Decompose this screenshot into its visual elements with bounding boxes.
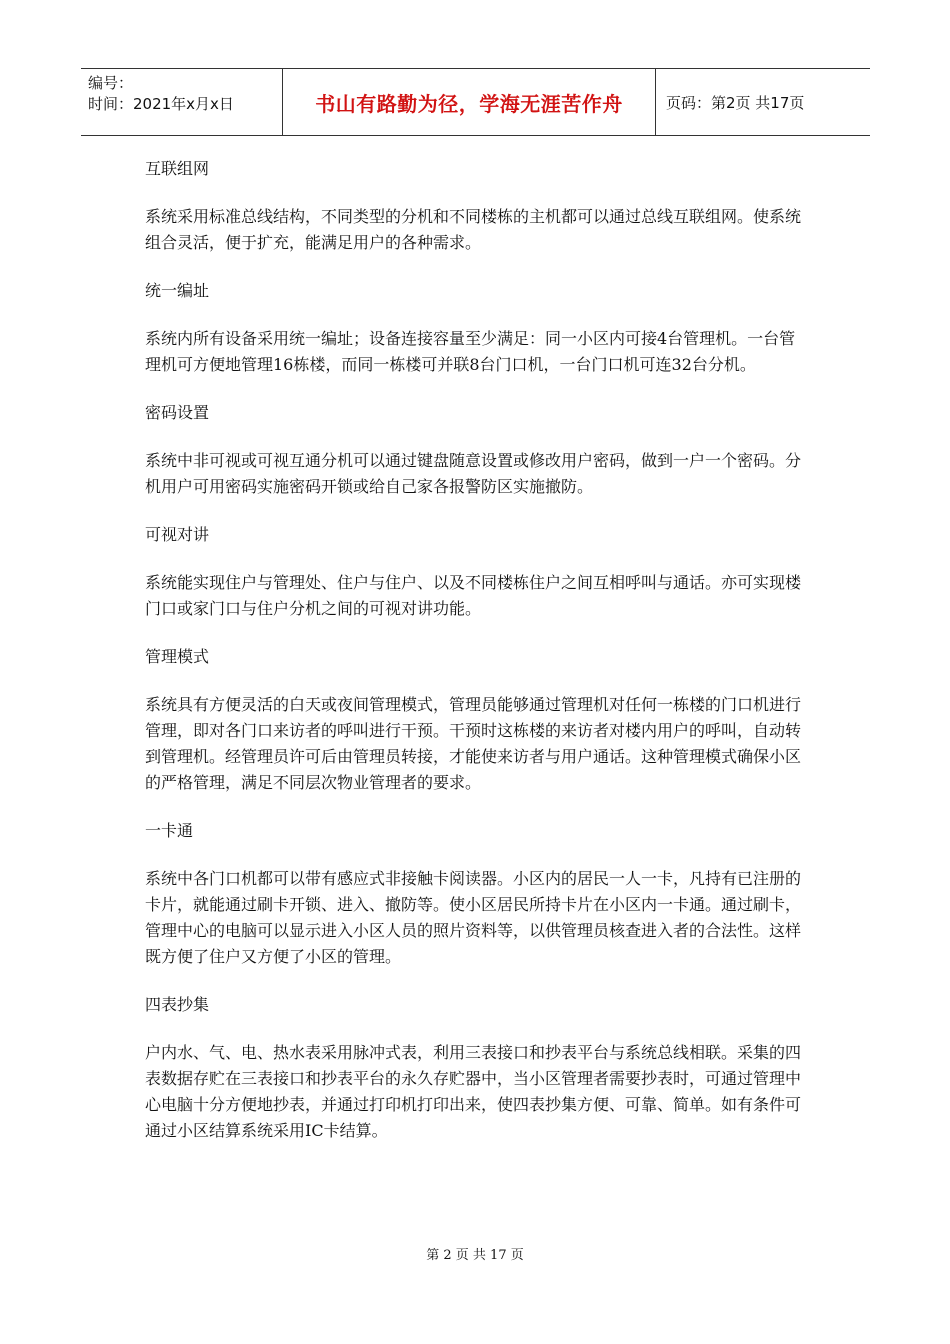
section-paragraph: 系统采用标准总线结构，不同类型的分机和不同楼栋的主机都可以通过总线互联组网。使系统组合灵活，便于扩充，能满足用户的各种需求。 — [145, 207, 802, 252]
document-number-label: 编号： — [88, 74, 134, 92]
document-date: 时间：2021年x月x日 — [88, 95, 234, 113]
header-meta — [81, 69, 283, 135]
section-heading: 可视对讲 — [145, 525, 210, 544]
section-heading: 管理模式 — [145, 647, 210, 666]
section-heading: 互联组网 — [145, 159, 210, 178]
section-heading: 密码设置 — [145, 403, 210, 422]
page-header — [81, 68, 870, 136]
section-heading: 统一编址 — [145, 281, 210, 300]
section-paragraph: 系统能实现住户与管理处、住户与住户、以及不同楼栋住户之间互相呼叫与通话。亦可实现楼门口或家门口与住户分机之间的可视对讲功能。 — [145, 573, 802, 618]
section-paragraph: 系统中各门口机都可以带有感应式非接触卡阅读器。小区内的居民一人一卡，凡持有已注册的卡片，就能通过刷卡开锁、进入、撤防等。使小区居民所持卡片在小区内一卡通。通过刷卡，管理中心的电脑可以显示进入小区人员的照片资料等，以供管理员核查进入者的合法性。这样既方便了住户又方便了小区的管理。 — [145, 869, 802, 966]
section-heading: 四表抄集 — [145, 995, 210, 1014]
section-paragraph: 户内水、气、电、热水表采用脉冲式表，利用三表接口和抄表平台与系统总线相联。采集的四表数据存贮在三表接口和抄表平台的永久存贮器中，当小区管理者需要抄表时，可通过管理中心电脑十分方便地抄表，并通过打印机打印出来，使四表抄集方便、可靠、简单。如有条件可通过小区结算系统采用IC卡结算。 — [145, 1043, 802, 1140]
header-page-number: 页码：第2页 共17页 — [666, 93, 805, 112]
header-motto: 书山有路勤为径，学海无涯苦作舟 — [283, 69, 656, 135]
page-footer: 第 2 页 共 17 页 — [426, 1248, 524, 1263]
document-body — [145, 156, 805, 1166]
section-paragraph: 系统中非可视或可视互通分机可以通过键盘随意设置或修改用户密码，做到一户一个密码。分机用户可用密码实施密码开锁或给自己家各报警防区实施撤防。 — [145, 451, 802, 496]
section-paragraph: 系统具有方便灵活的白天或夜间管理模式，管理员能够通过管理机对任何一栋楼的门口机进行管理，即对各门口来访者的呼叫进行干预。干预时这栋楼的来访者对楼内用户的呼叫，自动转到管理机。经管理员许可后由管理员转接，才能使来访者与用户通话。这种管理模式确保小区的严格管理，满足不同层次物业管理者的要求。 — [145, 695, 802, 792]
section-heading: 一卡通 — [145, 821, 194, 840]
section-paragraph: 系统内所有设备采用统一编址；设备连接容量至少满足：同一小区内可接4台管理机。一台管理机可方便地管理16栋楼，而同一栋楼可并联8台门口机，一台门口机可连32台分机。 — [145, 329, 796, 374]
